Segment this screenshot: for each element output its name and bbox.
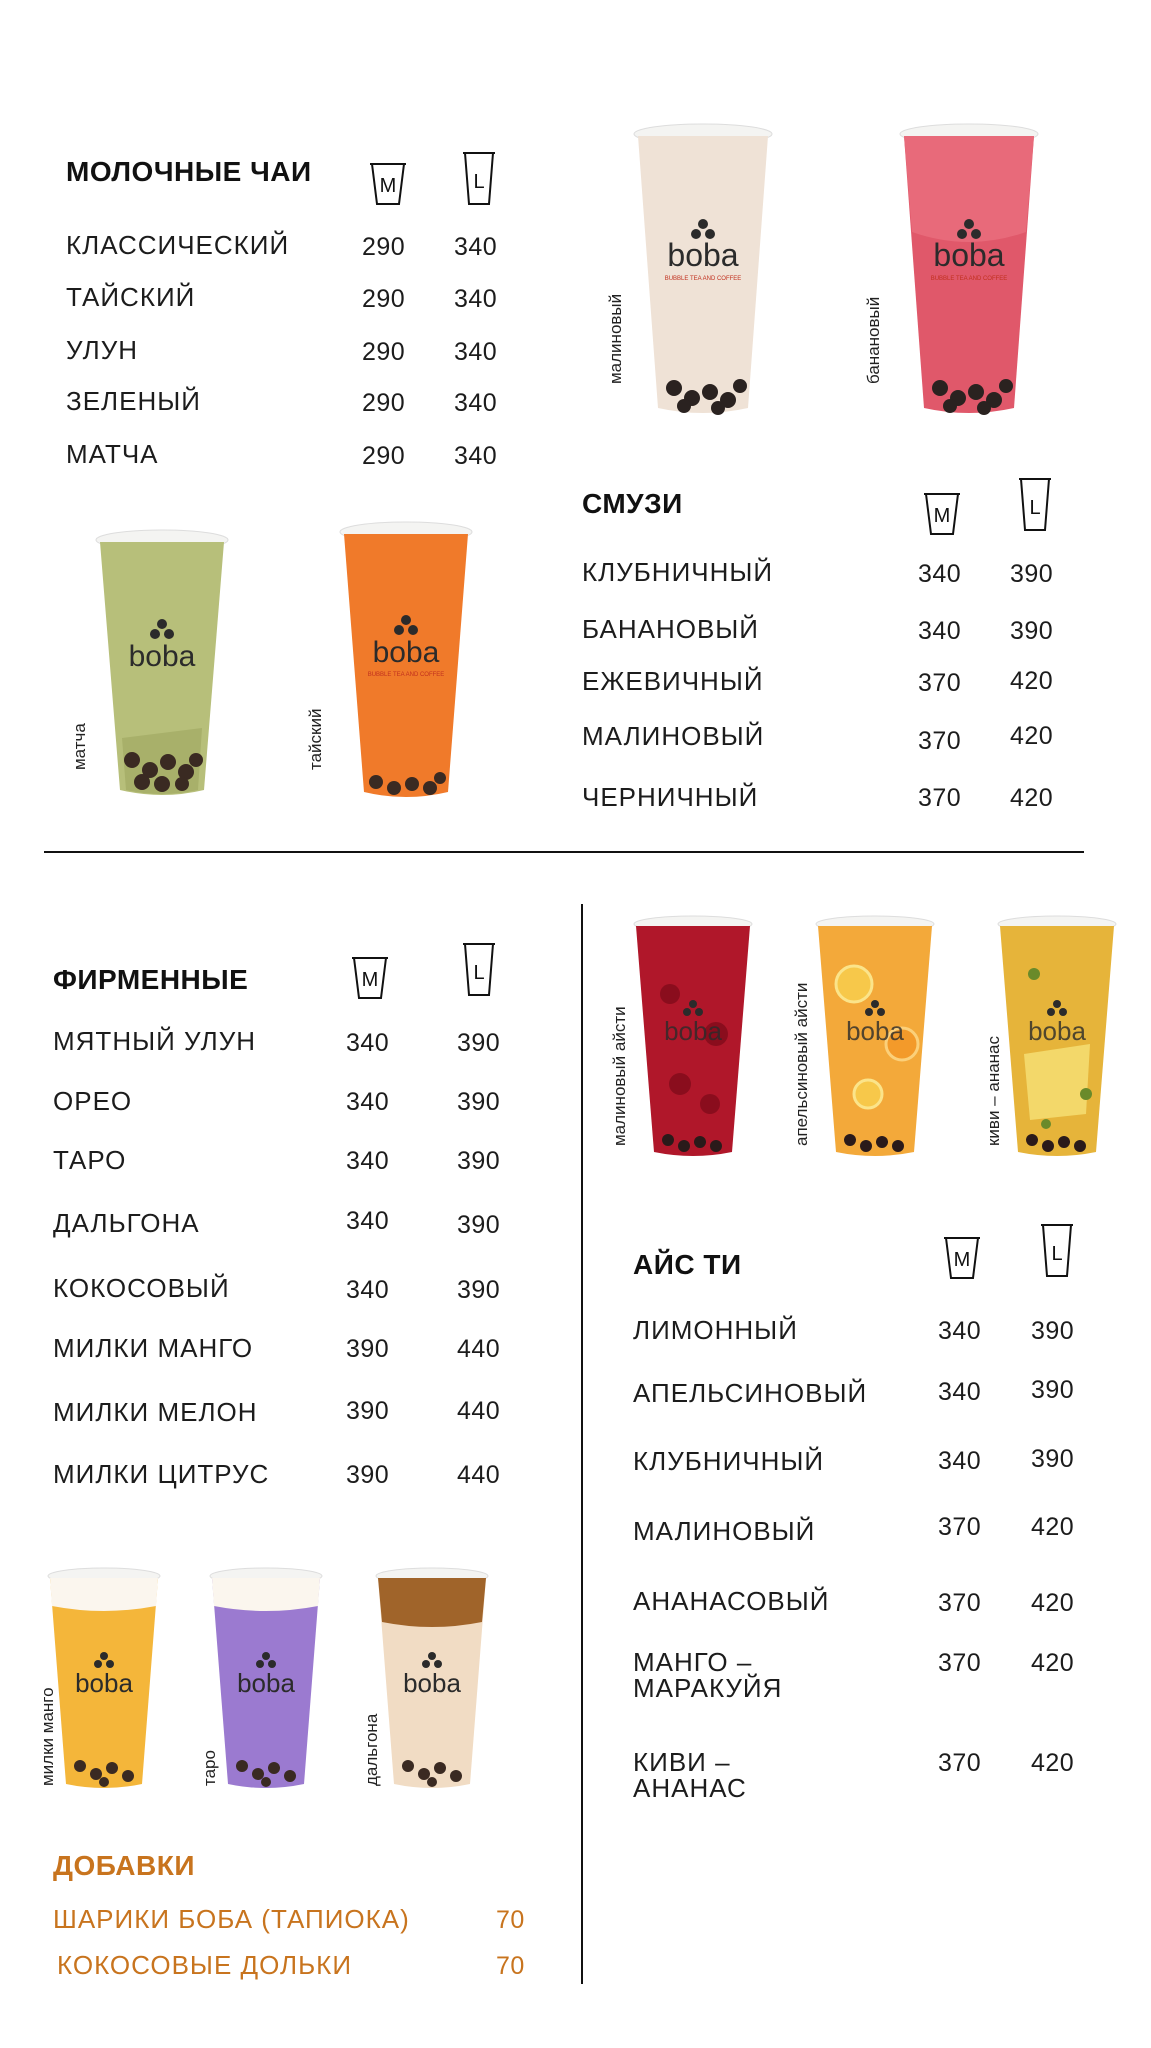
price-l: 340 (454, 442, 498, 470)
price-m: 390 (346, 1397, 390, 1425)
svg-text:L: L (1051, 1243, 1063, 1265)
svg-text:L: L (473, 171, 485, 193)
addon-price: 70 (496, 1906, 525, 1934)
photo-label: таро (200, 1750, 219, 1786)
price-l: 390 (457, 1029, 501, 1057)
milk-tea-title: МОЛОЧНЫЕ ЧАИ (66, 156, 312, 187)
addons-title: ДОБАВКИ (53, 1850, 195, 1881)
price-m: 340 (346, 1029, 390, 1057)
photo-label: матча (70, 723, 89, 770)
price-l: 420 (1031, 1649, 1075, 1677)
price-l: 440 (457, 1335, 501, 1363)
price-m: 370 (918, 669, 962, 697)
price-m: 340 (938, 1317, 982, 1345)
price-l: 340 (454, 233, 498, 261)
raspberry-ice-tea-image (630, 914, 756, 1164)
menu-item-name: ЛИМОННЫЙ (633, 1315, 798, 1345)
price-l: 390 (1010, 560, 1054, 588)
menu-item-name: МАТЧА (66, 439, 159, 469)
price-l: 390 (457, 1088, 501, 1116)
menu-item-name: МИЛКИ МЕЛОН (53, 1397, 258, 1427)
price-l: 390 (1031, 1376, 1075, 1404)
price-m: 340 (918, 617, 962, 645)
addon-item-name: ШАРИКИ БОБА (ТАПИОКА) (53, 1904, 410, 1934)
price-m: 370 (918, 727, 962, 755)
price-m: 340 (346, 1088, 390, 1116)
size-l-icon (1040, 1222, 1074, 1280)
milky-mango-image (44, 1566, 164, 1796)
price-m: 370 (938, 1589, 982, 1617)
price-m: 390 (346, 1335, 390, 1363)
dalgona-image (372, 1566, 492, 1796)
svg-text:boba: boba (237, 1668, 295, 1698)
price-m: 290 (362, 233, 406, 261)
photo-label: дальгона (362, 1713, 381, 1786)
svg-text:boba: boba (372, 636, 440, 669)
price-l: 420 (1010, 722, 1054, 750)
price-m: 370 (938, 1513, 982, 1541)
raspberry-smoothie-image (630, 122, 776, 422)
svg-text:boba: boba (664, 1016, 722, 1046)
svg-text:boba: boba (128, 640, 196, 673)
svg-text:BUBBLE TEA AND COFFEE: BUBBLE TEA AND COFFEE (367, 672, 445, 678)
size-l-icon (1018, 476, 1052, 534)
price-m: 290 (362, 338, 406, 366)
menu-item-name: МАЛИНОВЫЙ (582, 721, 765, 751)
kiwi-ice-tea-image (994, 914, 1120, 1164)
price-l: 340 (454, 285, 498, 313)
price-m: 340 (938, 1447, 982, 1475)
photo-label: банановый (864, 296, 883, 384)
size-m-icon (350, 954, 390, 1002)
price-l: 390 (457, 1211, 501, 1239)
svg-text:BUBBLE TEA AND COFFEE: BUBBLE TEA AND COFFEE (664, 276, 742, 282)
svg-text:boba: boba (1028, 1016, 1086, 1046)
menu-item-name: УЛУН (66, 335, 139, 365)
size-l-icon (462, 150, 496, 208)
price-l: 340 (454, 389, 498, 417)
menu-item-name-line1: МАНГО – (633, 1647, 753, 1677)
banana-smoothie-image (896, 122, 1042, 422)
size-m-icon (368, 160, 408, 208)
svg-text:boba: boba (75, 1668, 133, 1698)
photo-label: малиновый айсти (610, 1006, 629, 1146)
menu-item-name: ТАЙСКИЙ (66, 282, 196, 312)
menu-item-name: БАНАНОВЫЙ (582, 614, 759, 644)
menu-item-name (633, 1749, 747, 1801)
price-l: 440 (457, 1397, 501, 1425)
taro-image (206, 1566, 326, 1796)
price-l: 440 (457, 1461, 501, 1489)
photo-label: тайский (306, 708, 325, 770)
photo-label: малиновый (606, 293, 625, 384)
menu-item-name: МИЛКИ МАНГО (53, 1333, 254, 1363)
price-m: 390 (346, 1461, 390, 1489)
menu-item-name: КЛУБНИЧНЫЙ (633, 1446, 825, 1476)
menu-item-name: ЗЕЛЕНЫЙ (66, 386, 201, 416)
ice-tea-title: АЙС ТИ (633, 1249, 742, 1280)
price-l: 390 (1010, 617, 1054, 645)
signature-title: ФИРМЕННЫЕ (53, 964, 249, 995)
price-m: 340 (918, 560, 962, 588)
svg-text:M: M (379, 175, 397, 197)
svg-text:L: L (473, 962, 485, 984)
price-m: 340 (346, 1207, 390, 1235)
menu-item-name: ОРЕО (53, 1086, 133, 1116)
menu-item-name: АНАНАСОВЫЙ (633, 1586, 830, 1616)
menu-item-name: АПЕЛЬСИНОВЫЙ (633, 1378, 868, 1408)
svg-text:L: L (1029, 497, 1041, 519)
menu-item-name-line2: МАРАКУЙЯ (633, 1673, 783, 1703)
price-l: 420 (1010, 667, 1054, 695)
addon-item-name: КОКОСОВЫЕ ДОЛЬКИ (57, 1950, 353, 1980)
price-m: 290 (362, 285, 406, 313)
price-l: 420 (1031, 1513, 1075, 1541)
price-l: 390 (457, 1276, 501, 1304)
menu-item-name: ТАРО (53, 1145, 127, 1175)
addon-price: 70 (496, 1952, 525, 1980)
section-divider (44, 851, 1084, 853)
photo-label: апельсиновый айсти (792, 982, 811, 1146)
smoothie-title: СМУЗИ (582, 488, 683, 519)
svg-text:boba: boba (667, 237, 739, 273)
menu-item-name: ЧЕРНИЧНЫЙ (582, 782, 759, 812)
menu-item-name: КЛУБНИЧНЫЙ (582, 557, 774, 587)
price-m: 340 (938, 1378, 982, 1406)
price-l: 420 (1031, 1589, 1075, 1617)
orange-ice-tea-image (812, 914, 938, 1164)
price-l: 390 (1031, 1445, 1075, 1473)
menu-item-name: МЯТНЫЙ УЛУН (53, 1026, 257, 1056)
menu-item-name: МАЛИНОВЫЙ (633, 1516, 816, 1546)
menu-item-name (633, 1649, 782, 1701)
menu-item-name-line1: КИВИ – (633, 1747, 731, 1777)
price-l: 390 (457, 1147, 501, 1175)
menu-item-name: КЛАССИЧЕСКИЙ (66, 230, 290, 260)
size-m-icon (942, 1234, 982, 1282)
svg-text:M: M (933, 505, 951, 527)
matcha-drink-image (92, 528, 232, 808)
size-l-icon (462, 941, 496, 999)
price-m: 340 (346, 1276, 390, 1304)
menu-item-name: КОКОСОВЫЙ (53, 1273, 230, 1303)
menu-item-name: ДАЛЬГОНА (53, 1208, 200, 1238)
price-m: 370 (938, 1749, 982, 1777)
price-m: 340 (346, 1147, 390, 1175)
photo-label: милки манго (38, 1687, 57, 1786)
price-l: 340 (454, 338, 498, 366)
price-m: 370 (938, 1649, 982, 1677)
price-m: 290 (362, 442, 406, 470)
svg-text:M: M (361, 969, 379, 991)
svg-text:boba: boba (933, 237, 1005, 273)
svg-text:boba: boba (846, 1016, 904, 1046)
photo-label: киви – ананас (984, 1035, 1003, 1146)
svg-text:boba: boba (403, 1668, 461, 1698)
menu-item-name-line2: АНАНАС (633, 1773, 747, 1803)
price-m: 290 (362, 389, 406, 417)
size-m-icon (922, 490, 962, 538)
menu-item-name: МИЛКИ ЦИТРУС (53, 1459, 270, 1489)
svg-text:BUBBLE TEA AND COFFEE: BUBBLE TEA AND COFFEE (930, 276, 1008, 282)
svg-text:M: M (953, 1249, 971, 1271)
thai-drink-image (336, 520, 476, 810)
price-m: 370 (918, 784, 962, 812)
price-l: 420 (1010, 784, 1054, 812)
price-l: 420 (1031, 1749, 1075, 1777)
menu-item-name: ЕЖЕВИЧНЫЙ (582, 666, 764, 696)
column-divider (581, 904, 583, 1984)
price-l: 390 (1031, 1317, 1075, 1345)
